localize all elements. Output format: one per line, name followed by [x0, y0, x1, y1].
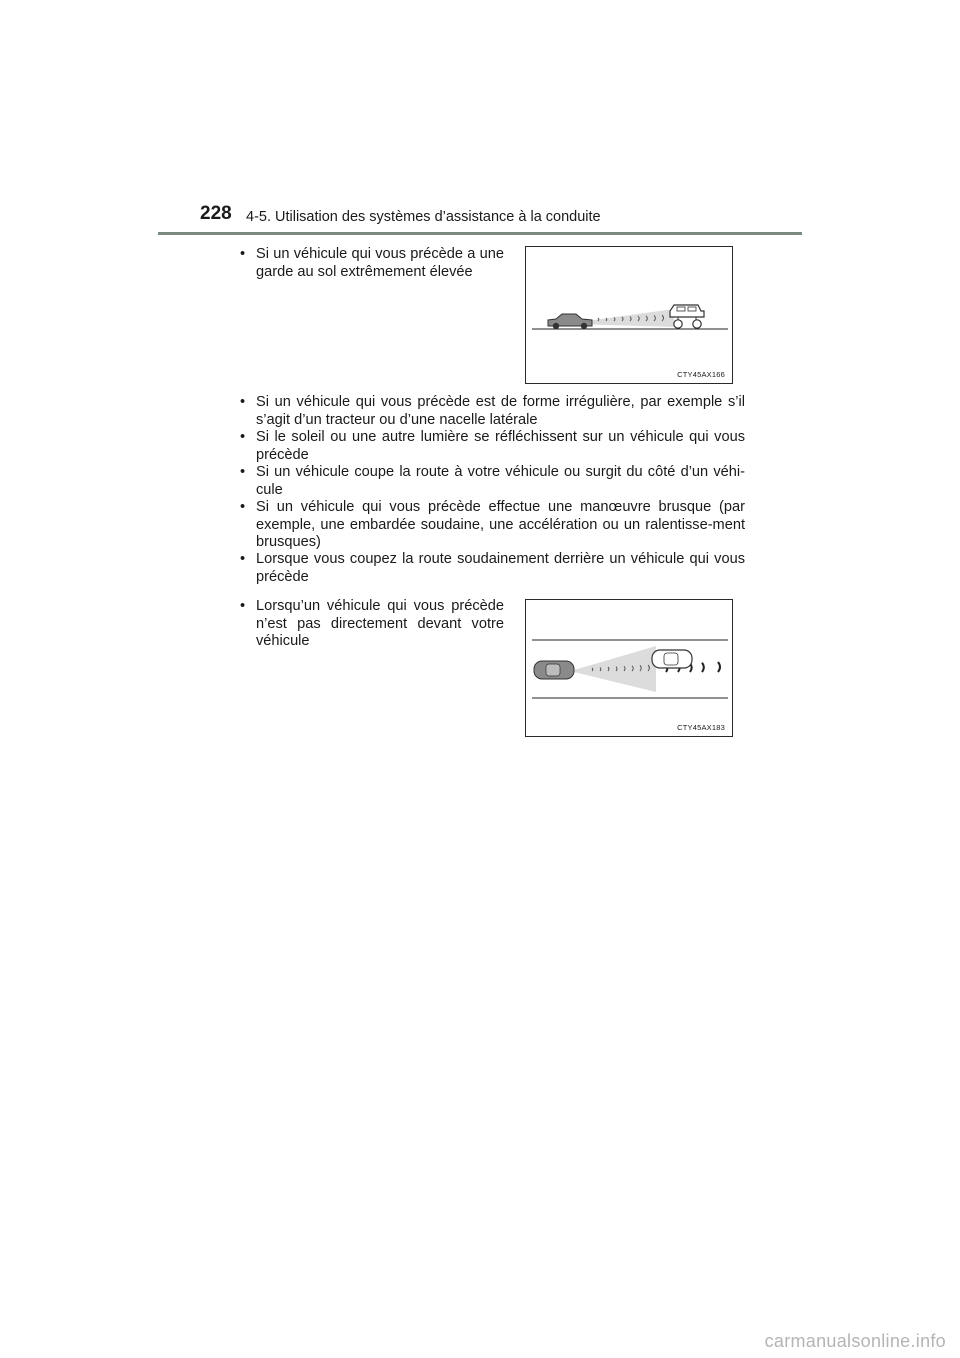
bullet-item: • Si un véhicule qui vous précède a une garde au sol extrêmement élevée — [240, 246, 504, 281]
bullet-item: • Lorsqu’un véhicule qui vous précède n’est pas directement devant votre véhicule — [240, 598, 504, 651]
bullet-item: • Si un véhicule qui vous précède effectue une manœuvre brusque (par exemple, une embardée soudaine, une accélération ou un ralentisse-ment brusques) — [240, 499, 745, 552]
figure-code: CTY45AX166 — [677, 370, 725, 379]
header-rule — [158, 232, 802, 235]
illustration-offset-vehicle — [526, 600, 732, 736]
section-title: 4-5. Utilisation des systèmes d’assistance à la conduite — [246, 209, 601, 225]
bullet-item: • Si un véhicule qui vous précède est de forme irrégulière, par exemple s’il s’agit d’un tracteur ou d’une nacelle latérale — [240, 394, 745, 429]
bullet-item: • Si un véhicule coupe la route à votre véhicule ou surgit du côté d’un véhi-cule — [240, 464, 745, 499]
figure-high-clearance-vehicle — [525, 246, 733, 384]
illustration-high-clearance — [526, 247, 732, 383]
bullet-item: • Lorsque vous coupez la route soudainement derrière un véhicule qui vous précède — [240, 551, 745, 586]
figure-offset-vehicle — [525, 599, 733, 737]
footer-watermark: carmanualsonline.info — [764, 1331, 946, 1351]
bullet-item: • Si le soleil ou une autre lumière se réfléchissent sur un véhicule qui vous précède — [240, 429, 745, 464]
figure-code: CTY45AX183 — [677, 723, 725, 732]
page-number: 228 — [200, 203, 232, 224]
